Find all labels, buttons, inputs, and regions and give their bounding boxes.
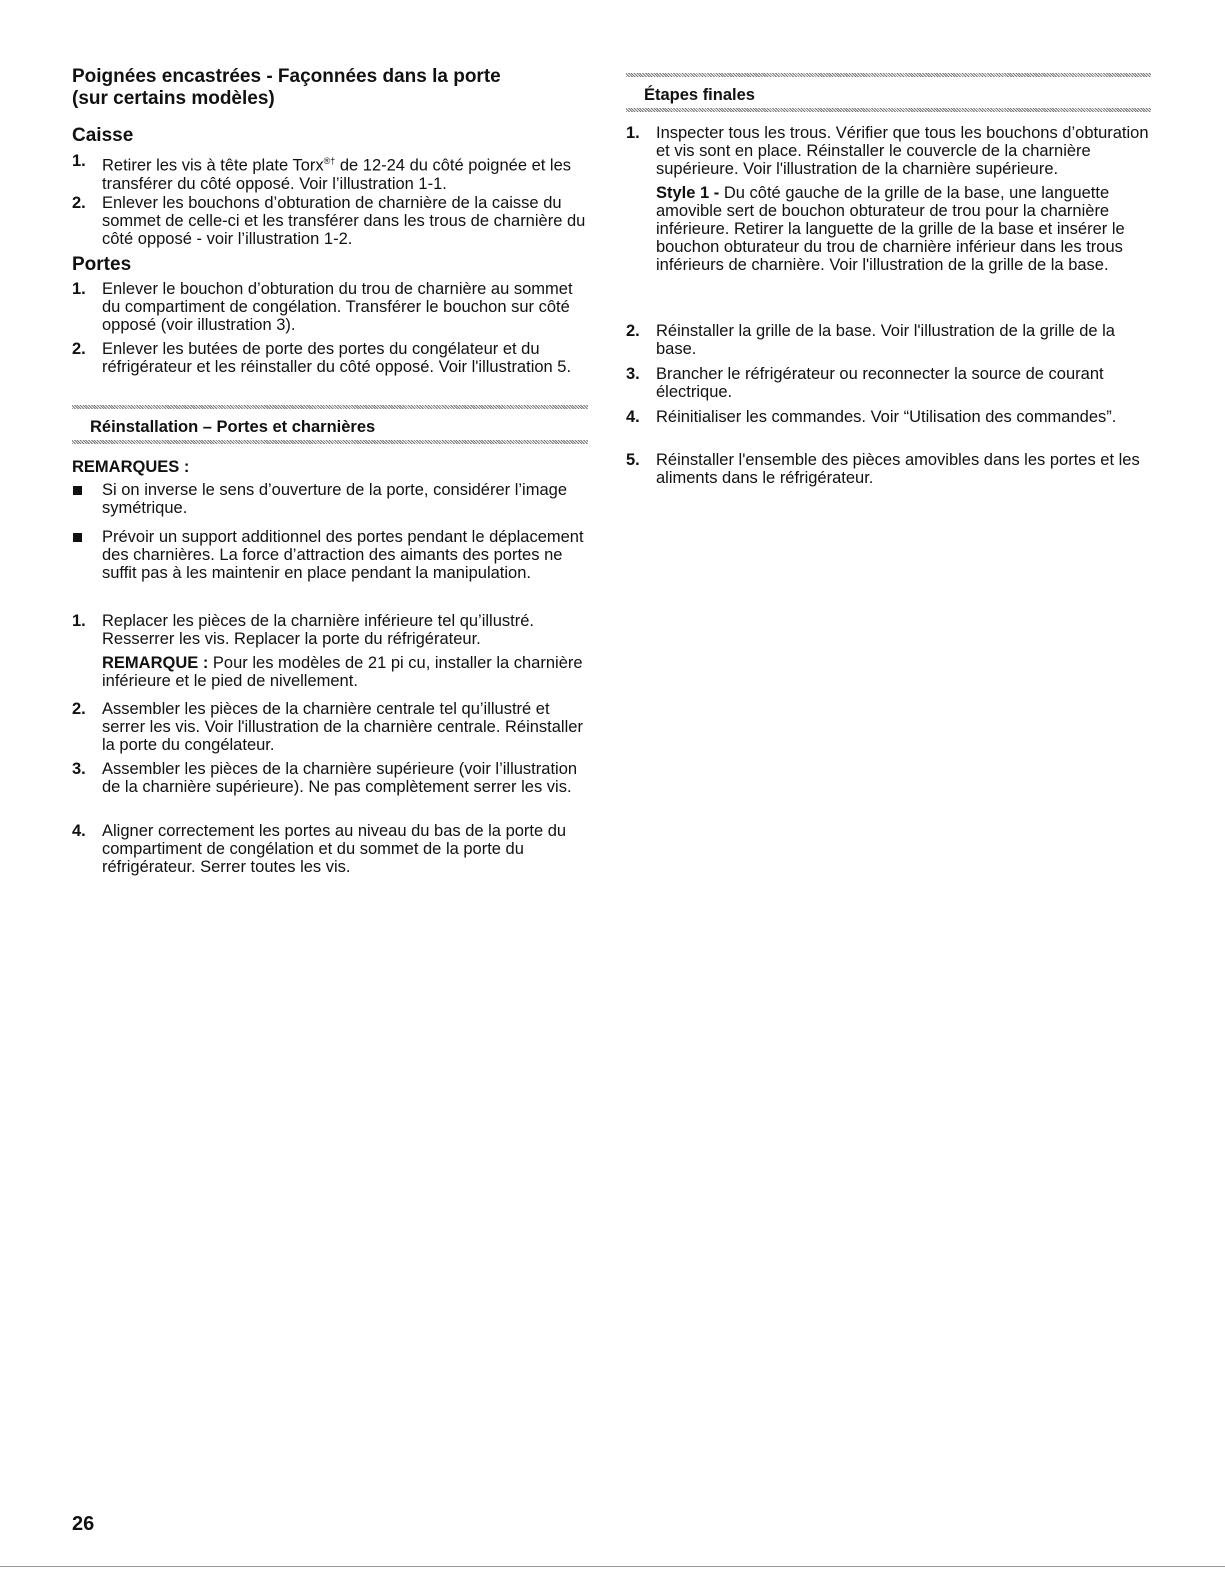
page-bottom-rule	[0, 1566, 1225, 1567]
list-item	[72, 822, 590, 876]
list-item	[72, 612, 590, 690]
hatched-divider	[626, 73, 1151, 77]
item-text: Enlever le bouchon d’obturation du trou de charnière au sommet du compartiment de congélation. Transférer le bouchon sur côté opposé (voir illustration 3).	[102, 280, 573, 334]
item-number: 3.	[626, 365, 640, 383]
item-text: Aligner correctement les portes au niveau du bas de la porte du compartiment de congélation et du sommet de la porte du réfrigérateur. Serrer toutes les vis.	[102, 822, 567, 876]
bullet-icon	[73, 486, 82, 495]
item-text: Enlever les butées de porte des portes du congélateur et du réfrigérateur et les réinstaller du côté opposé. Voir l'illustration 5.	[102, 340, 572, 376]
item-number: 4.	[626, 408, 640, 426]
section-title	[72, 66, 590, 110]
item-text: Réinitialiser les commandes. Voir “Utilisation des commandes”.	[656, 408, 1117, 426]
page-number: 26	[72, 1513, 95, 1535]
item-text: Assembler les pièces de la charnière supérieure (voir l’illustration de la charnière supérieure). Ne pas complètement serrer les vis.	[102, 760, 578, 796]
list-item	[626, 365, 1151, 401]
item-number: 2.	[72, 700, 86, 718]
item-text: Inspecter tous les trous. Vérifier que tous les bouchons d’obturation et vis sont en place. Réinstaller le couvercle de la charnière supérieure. Voir l'illustration de la charnière supérieure.	[656, 124, 1149, 178]
list-item	[626, 124, 1151, 274]
item-text: Assembler les pièces de la charnière centrale tel qu’illustré et serrer les vis. Voir l'illustration de la charnière centrale. Réinstaller la porte du congélateur.	[102, 700, 583, 754]
item-number: 2.	[72, 194, 86, 212]
hatched-divider	[72, 440, 588, 444]
item-number: 3.	[72, 760, 86, 778]
final-steps-title: Étapes finales	[644, 86, 755, 104]
item-text: Réinstaller la grille de la base. Voir l'illustration de la grille de la base.	[656, 322, 1115, 358]
bullet-text: Si on inverse le sens d’ouverture de la porte, considérer l’image symétrique.	[102, 481, 567, 517]
list-item	[72, 194, 590, 248]
remarques-label: REMARQUES :	[72, 458, 190, 476]
item-number: 1.	[72, 280, 86, 298]
bullet-item	[72, 528, 590, 582]
section-title-line-2: (sur certains modèles)	[72, 88, 275, 109]
item-text: Brancher le réfrigérateur ou reconnecter la source de courant électrique.	[656, 365, 1104, 401]
note-label: REMARQUE :	[102, 654, 209, 672]
item-text: Replacer les pièces de la charnière inférieure tel qu’illustré. Resserrer les vis. Replacer la porte du réfrigérateur.	[102, 612, 534, 648]
item-note: Style 1 - Du côté gauche de la grille de la base, une languette amovible sert de bouchon obturateur de trou pour la charnière inférieure. Retirer la languette de la grille de la base et insérer le bouchon obturateur du trou de charnière inférieur dans les trous inférieurs de charnière. Voir l'illustration de la grille de la base.	[656, 184, 1125, 274]
bullet-text: Prévoir un support additionnel des portes pendant le déplacement des charnières. La force d’attraction des aimants des portes ne suffit pas à les maintenir en place pendant la manipulation.	[102, 528, 584, 582]
list-item	[72, 152, 590, 193]
list-item	[72, 280, 590, 334]
item-number: 2.	[72, 340, 86, 358]
item-text: Retirer les vis à tête plate Torx®† de 12-24 du côté poignée et les transférer du côté opposé. Voir l’illustration 1-1.	[102, 156, 572, 193]
caisse-heading: Caisse	[72, 125, 134, 146]
bullet-icon	[73, 533, 82, 542]
item-note: REMARQUE : Pour les modèles de 21 pi cu, installer la charnière inférieure et le pied de nivellement.	[102, 654, 583, 690]
list-item	[626, 408, 1151, 426]
list-item	[72, 700, 590, 754]
list-item	[72, 760, 590, 796]
section-title-line-1: Poignées encastrées - Façonnées dans la porte	[72, 66, 501, 87]
portes-heading: Portes	[72, 254, 132, 275]
hatched-divider	[72, 405, 588, 409]
item-text: Réinstaller l'ensemble des pièces amovibles dans les portes et les aliments dans le réfrigérateur.	[656, 451, 1140, 487]
item-number: 1.	[72, 612, 86, 630]
item-number: 2.	[626, 322, 640, 340]
list-item	[72, 340, 590, 376]
list-item	[626, 322, 1151, 358]
item-number: 4.	[72, 822, 86, 840]
reinstall-title: Réinstallation – Portes et charnières	[90, 418, 376, 436]
item-number: 5.	[626, 451, 640, 469]
bullet-item	[72, 481, 590, 517]
item-number: 1.	[72, 152, 86, 170]
hatched-divider	[626, 108, 1151, 112]
style-label: Style 1 -	[656, 184, 720, 202]
item-text: Enlever les bouchons d’obturation de charnière de la caisse du sommet de celle-ci et les transférer dans les trous de charnière du côté opposé - voir l’illustration 1-2.	[102, 194, 586, 248]
trademark-mark: ®†	[323, 156, 336, 166]
list-item	[626, 451, 1151, 487]
item-number: 1.	[626, 124, 640, 142]
